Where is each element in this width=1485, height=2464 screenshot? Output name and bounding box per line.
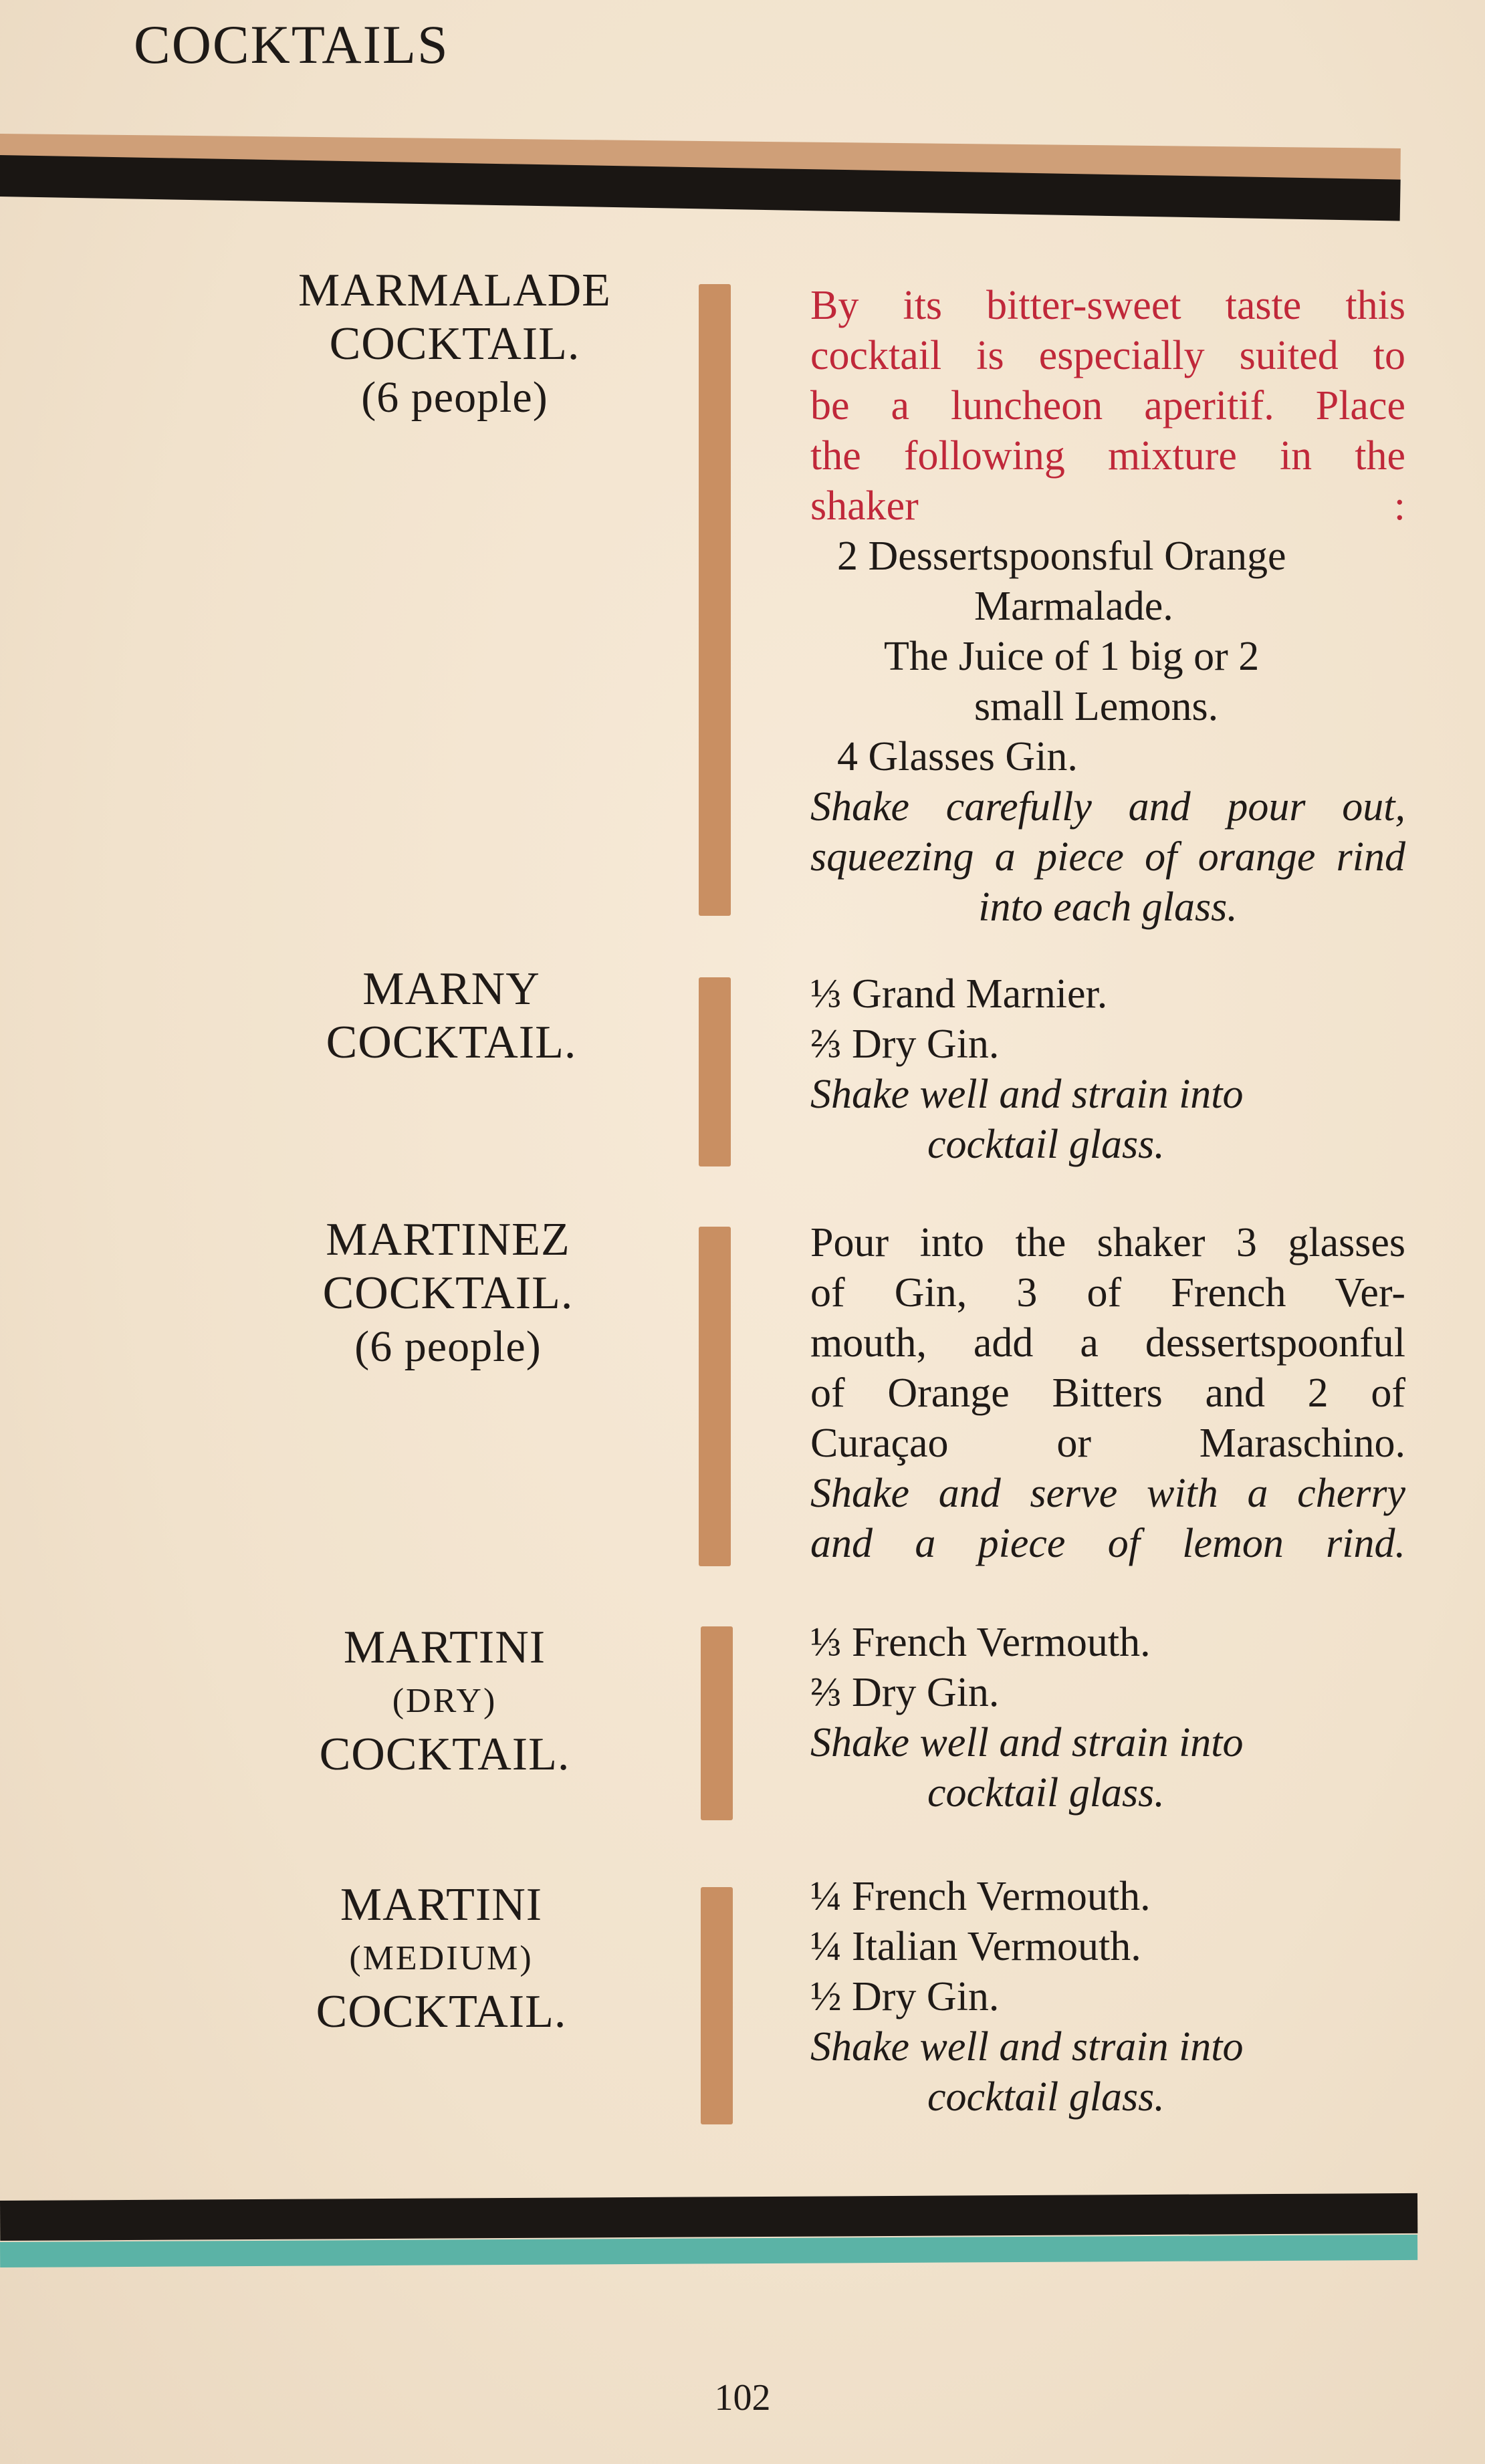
method-line: cocktail glass.	[927, 1122, 1165, 1167]
ingredient: ⅔ Dry Gin.	[810, 1021, 1000, 1067]
method-line: Shake well and strain into	[810, 1720, 1244, 1765]
method-line: cocktail glass.	[927, 1770, 1165, 1816]
recipe-title: MARTINEZ COCKTAIL. (6 people)	[201, 1213, 695, 1374]
method-line: Shake well and strain into	[810, 1072, 1244, 1117]
side-bar	[701, 1626, 733, 1820]
ingredient: ⅓ French Vermouth.	[810, 1620, 1151, 1665]
ingredient: 4 Glasses Gin.	[837, 734, 1078, 779]
serving-note: (6 people)	[354, 1322, 542, 1371]
side-bar	[699, 977, 731, 1166]
running-head: COCKTAILS	[134, 14, 449, 75]
ingredient: 2 Dessertspoonsful Orange	[837, 533, 1286, 579]
recipe-title: MARNY COCKTAIL.	[326, 963, 577, 1068]
ingredient: ¼ French Vermouth.	[810, 1874, 1151, 1919]
recipe-text	[810, 281, 1405, 933]
ingredient: ¼ Italian Vermouth.	[810, 1924, 1141, 1969]
recipe-text: Pour into the shaker 3 glasses of Gin, 3 of French Ver- mouth, add a dessertspoonful of Orange Bitters and 2 of Curaçao or Maraschino. Shake and serve with a cherry and a piece of lemon rind.	[810, 1218, 1405, 1569]
recipe-text	[810, 969, 1405, 1170]
page-number: 102	[714, 2377, 771, 2419]
method-line: squeezing a piece of orange rind	[810, 834, 1405, 880]
method-line: Shake and serve with a cherry	[810, 1471, 1405, 1516]
recipe-title: MARMALADE COCKTAIL. (6 people)	[207, 264, 702, 424]
ingredient: The Juice of 1 big or 2	[884, 634, 1260, 679]
method-line: Shake carefully and pour out,	[810, 784, 1405, 830]
method-line: cocktail glass.	[927, 2074, 1165, 2120]
recipe-text	[810, 1618, 1405, 1818]
ingredient: ½ Dry Gin.	[810, 1974, 1000, 2019]
recipe-title: MARTINI (DRY) COCKTAIL.	[197, 1621, 692, 1781]
recipe-title: MARTINI (MEDIUM) COCKTAIL.	[194, 1878, 689, 2039]
ingredient: Marmalade.	[974, 584, 1173, 629]
serving-note: (6 people)	[361, 373, 548, 422]
bottom-black-band	[0, 2193, 1417, 2241]
method-line: Shake well and strain into	[810, 2024, 1244, 2070]
side-bar	[701, 1887, 733, 2124]
method-line: and a piece of lemon rind.	[810, 1521, 1405, 1566]
side-bar	[699, 284, 731, 916]
recipe-intro: By its bitter-sweet taste this cocktail is especially suited to be a luncheon aperitif. Place the following mixture in the shaker :	[810, 283, 1405, 529]
side-bar	[699, 1227, 731, 1566]
method-line: into each glass.	[978, 884, 1238, 930]
recipe-text	[810, 1872, 1405, 2122]
qualifier: (MEDIUM)	[349, 1939, 534, 1977]
ingredient: ⅔ Dry Gin.	[810, 1670, 1000, 1715]
ingredient: ⅓ Grand Marnier.	[810, 971, 1108, 1017]
ingredient: small Lemons.	[974, 684, 1219, 729]
qualifier: (DRY)	[392, 1682, 497, 1720]
